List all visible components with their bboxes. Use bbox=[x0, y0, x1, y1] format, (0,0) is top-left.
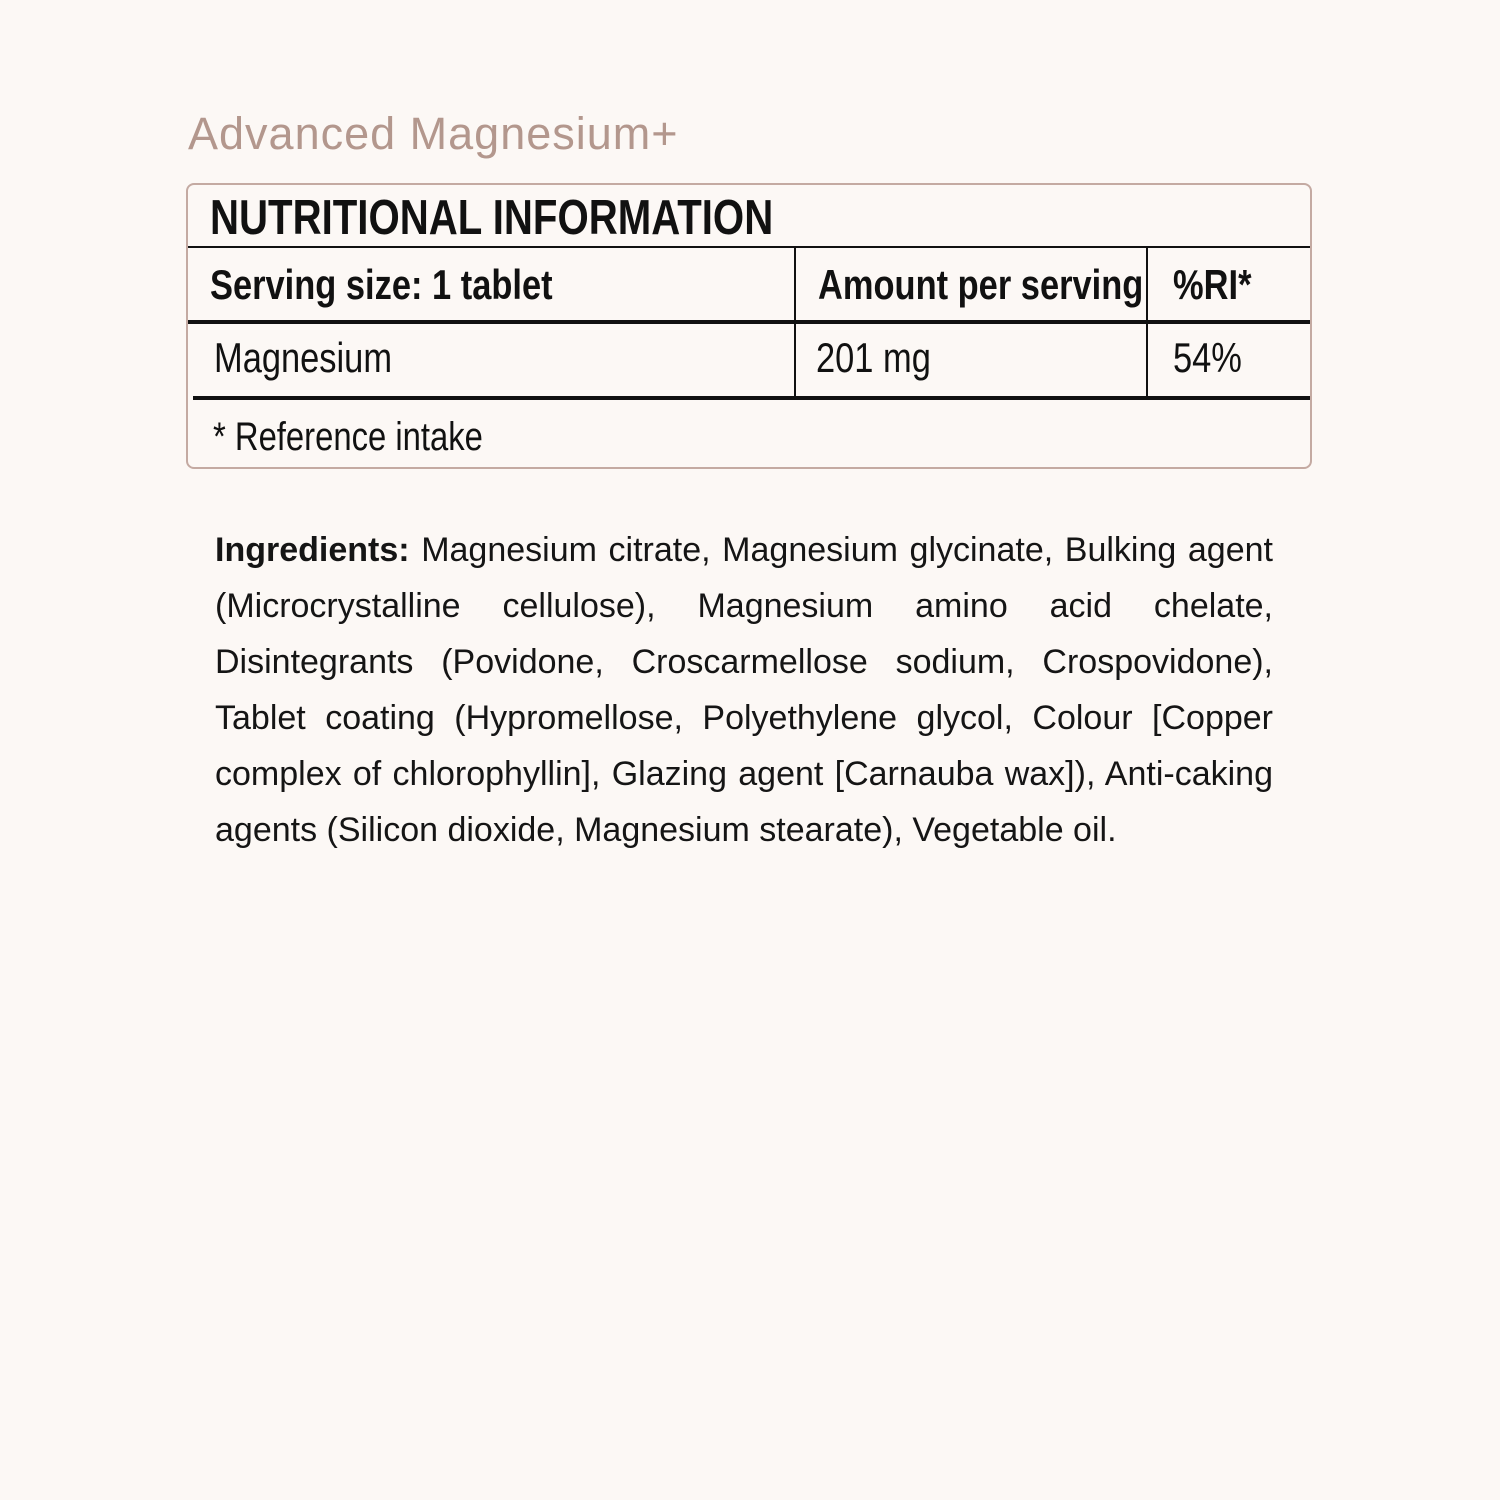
reference-intake-footnote: * Reference intake bbox=[213, 415, 483, 459]
ingredients-label: Ingredients: bbox=[215, 531, 410, 569]
header-row-divider bbox=[188, 320, 1312, 324]
heading-divider bbox=[188, 246, 1312, 248]
nutrient-name: Magnesium bbox=[214, 334, 393, 381]
nutrition-heading: NUTRITIONAL INFORMATION bbox=[210, 191, 774, 245]
nutrient-reference-intake: 54% bbox=[1173, 334, 1242, 381]
reference-intake-header: %RI* bbox=[1173, 261, 1252, 308]
amount-per-serving-header: Amount per serving bbox=[818, 261, 1144, 308]
ingredients-paragraph bbox=[215, 522, 1273, 858]
data-row-divider bbox=[193, 396, 1312, 400]
serving-size-header: Serving size: 1 tablet bbox=[210, 261, 553, 308]
ingredients-list: Magnesium citrate, Magnesium glycinate, Bulking agent (Microcrystalline cellulose), Magnesium amino acid chelate, Disintegrants (Povidone, Croscarmellose sodium, Crospovidone), Tablet coating (Hypromellose, Polyethylene glycol, Colour [Copper complex of chlorophyllin], Glazing agent [Carnauba wax]), Anti-caking agents (Silicon dioxide, Magnesium stearate), Vegetable oil. bbox=[215, 531, 1273, 849]
product-title: Advanced Magnesium+ bbox=[188, 108, 679, 159]
nutrient-amount: 201 mg bbox=[816, 334, 931, 381]
nutrition-information-panel bbox=[186, 183, 1312, 469]
